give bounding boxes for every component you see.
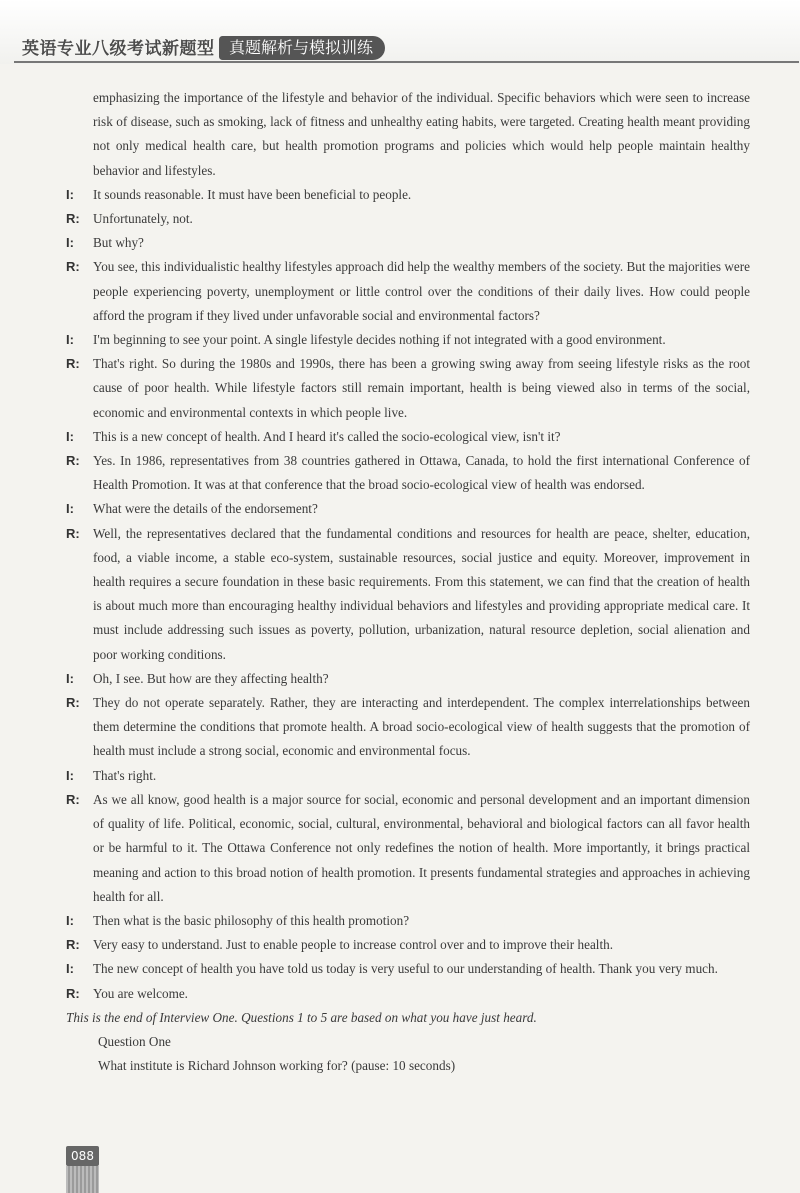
dialogue-text: As we all know, good health is a major source for social, economic and personal development and an important dimension of quality of life. Political, economic, social, cultural, environmental, behavioral and biological factors can all favor health or be harmful to it. The Ottawa Conference not only redefines the notion of health. More importantly, it brings practical meaning and action to this broad notion of health promotion. It presents fundamental strategies and approaches in achieving health for all.: [93, 791, 750, 904]
dialogue-turn: [66, 982, 750, 1006]
question-text: What institute is Richard Johnson working for? (pause: 10 seconds): [98, 1058, 456, 1074]
speaker-label: R:: [66, 985, 80, 1001]
speaker-label: I:: [66, 235, 74, 251]
speaker-label: I:: [66, 501, 74, 517]
dialogue-turn: [66, 425, 750, 449]
page-number: 088: [66, 1146, 99, 1166]
dialogue-text: It sounds reasonable. It must have been beneficial to people.: [93, 186, 412, 202]
question-label: Question One: [98, 1033, 171, 1049]
transcript: [66, 86, 750, 1078]
speaker-label: R:: [66, 211, 80, 227]
dialogue-text: They do not operate separately. Rather, they are interacting and interdependent. The complex interrelationships between them determine the conditions that promote health. A broad socio-ecological view of health suggests that the promotion of health must include a strong social, economic and environmental focus.: [93, 695, 750, 759]
speaker-label: I:: [66, 428, 74, 444]
intro-paragraph: emphasizing the importance of the lifestyle and behavior of the individual. Specific behaviors which were seen to increase risk of disease, such as smoking, lack of fitness and unhealthy eating habits, were targeted. Creating health meant providing not only medical health care, but health promotion programs and policies which would help people maintain healthy behavior and lifestyles.: [93, 90, 750, 178]
dialogue-text: Oh, I see. But how are they affecting health?: [93, 670, 329, 686]
dialogue-text: That's right. So during the 1980s and 1990s, there has been a growing swing away from seeing lifestyle risks as the root cause of poor health. While lifestyle factors still remain important, health is being viewed also in terms of the social, economic and environmental contexts in which people live.: [93, 356, 750, 420]
dialogue-text: The new concept of health you have told us today is very useful to our understanding of health. Thank you very much.: [93, 961, 718, 977]
dialogue-turn: [66, 255, 750, 328]
speaker-label: R:: [66, 356, 80, 372]
dialogue-turn: [66, 522, 750, 667]
dialogue-text: Unfortunately, not.: [93, 211, 193, 227]
speaker-label: R:: [66, 791, 80, 807]
dialogue-turn: [66, 764, 750, 788]
speaker-label: I:: [66, 961, 74, 977]
speaker-label: R:: [66, 937, 80, 953]
dialogue-turn: [66, 207, 750, 231]
dialogue-turn: [66, 667, 750, 691]
speaker-label: R:: [66, 695, 80, 711]
dialogue-text: Yes. In 1986, representatives from 38 countries gathered in Ottawa, Canada, to hold the first international Conference of Health Promotion. It was at that conference that the broad socio-ecological view of health was endorsed.: [93, 453, 750, 493]
header-divider: [14, 61, 799, 63]
dialogue-text: This is a new concept of health. And I heard it's called the socio-ecological view, isn't it?: [93, 428, 561, 444]
dialogue: [66, 183, 750, 1006]
dialogue-turn: [66, 933, 750, 957]
dialogue-text: You see, this individualistic healthy lifestyles approach did help the wealthy members of the society. But the majorities were people experiencing poverty, unemployment or little control over the conditions of their daily lives. How could people afford the program if they lived under unfavorable social and environmental factors?: [93, 259, 750, 323]
dialogue-turn: [66, 957, 750, 981]
dialogue-text: I'm beginning to see your point. A single lifestyle decides nothing if not integrated with a good environment.: [93, 332, 666, 348]
speaker-label: I:: [66, 767, 74, 783]
dialogue-turn: [66, 328, 750, 352]
dialogue-text: What were the details of the endorsement?: [93, 501, 318, 517]
speaker-label: I:: [66, 332, 74, 348]
page-header: [0, 0, 800, 64]
speaker-label: I:: [66, 670, 74, 686]
book-title: 英语专业八级考试新题型: [22, 39, 215, 59]
section-label: 真题解析与模拟训练: [219, 36, 385, 60]
speaker-label: R:: [66, 453, 80, 469]
dialogue-turn: [66, 909, 750, 933]
dialogue-turn: [66, 231, 750, 255]
dialogue-text: But why?: [93, 235, 144, 251]
speaker-label: R:: [66, 525, 80, 541]
dialogue-turn: [66, 183, 750, 207]
dialogue-text: That's right.: [93, 767, 157, 783]
speaker-label: R:: [66, 259, 80, 275]
dialogue-turn: [66, 449, 750, 497]
dialogue-text: Well, the representatives declared that the fundamental conditions and resources for health are peace, shelter, education, food, a viable income, a stable eco-system, sustainable resources, social justice and equity. Moreover, improvement in health requires a secure foundation in these basic requirements. From this statement, we can find that the creation of health is about much more than encouraging healthy individual behaviors and lifestyles and providing appropriate medical care. It must include addressing such issues as poverty, pollution, urbanization, natural resource depletion, social alienation and poor working conditions.: [93, 525, 750, 662]
dialogue-text: You are welcome.: [93, 985, 188, 1001]
dialogue-text: Very easy to understand. Just to enable people to increase control over and to improve their health.: [93, 937, 614, 953]
dialogue-text: Then what is the basic philosophy of this health promotion?: [93, 912, 410, 928]
page-edge-strip: [66, 1166, 99, 1193]
closing-note: This is the end of Interview One. Questions 1 to 5 are based on what you have just heard.: [66, 1009, 537, 1025]
dialogue-turn: [66, 691, 750, 764]
speaker-label: I:: [66, 912, 74, 928]
speaker-label: I:: [66, 186, 74, 202]
dialogue-turn: [66, 497, 750, 521]
dialogue-turn: [66, 788, 750, 909]
dialogue-turn: [66, 352, 750, 425]
